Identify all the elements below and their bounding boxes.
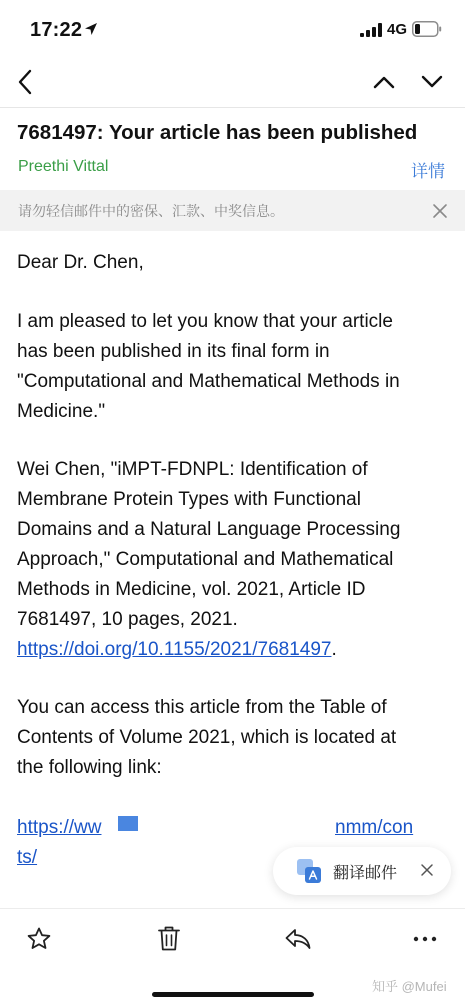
paragraph-citation	[17, 455, 400, 665]
home-indicator[interactable]	[152, 992, 314, 997]
body-line: Medicine."	[17, 401, 106, 422]
body-line: has been published in its final form in	[17, 341, 330, 362]
more-icon[interactable]	[412, 930, 438, 948]
details-link[interactable]: 详情	[411, 162, 445, 181]
next-email-chevron-down-icon[interactable]	[418, 68, 446, 96]
body-line: "Computational and Mathematical Methods in	[17, 371, 400, 392]
battery-icon	[412, 21, 442, 37]
location-arrow-icon	[84, 22, 98, 36]
close-banner-icon[interactable]	[431, 202, 449, 220]
body-line: Contents of Volume 2021, which is located at	[17, 727, 397, 748]
translate-icon	[296, 858, 322, 884]
doi-link[interactable]: https://doi.org/10.1155/2021/7681497	[17, 639, 332, 660]
back-chevron-icon[interactable]	[12, 66, 40, 98]
star-icon[interactable]	[26, 926, 52, 952]
body-line: Wei Chen, "iMPT-FDNPL: Identification of	[17, 459, 368, 480]
trash-icon[interactable]	[157, 925, 181, 952]
previous-email-chevron-up-icon[interactable]	[370, 68, 398, 96]
status-time: 17:22	[30, 19, 83, 41]
body-line: the following link:	[17, 757, 162, 778]
body-line: Approach," Computational and Mathematical	[17, 549, 394, 570]
paragraph-access	[17, 693, 396, 783]
redaction-mark	[118, 816, 138, 831]
paragraph-intro	[17, 307, 400, 427]
security-warning-text: 请勿轻信邮件中的密保、汇款、中奖信息。	[18, 203, 284, 219]
body-line: Methods in Medicine, vol. 2021, Article ID	[17, 579, 366, 600]
toolbar-divider	[0, 908, 465, 909]
email-subject: 7681497: Your article has been published	[17, 121, 418, 144]
body-line: Domains and a Natural Language Processing	[17, 519, 401, 540]
reply-icon[interactable]	[284, 926, 312, 952]
toc-link-start[interactable]: https://ww	[17, 817, 102, 838]
watermark: 知乎 @Mufei	[372, 979, 447, 994]
close-translate-icon[interactable]	[420, 863, 434, 877]
body-line: I am pleased to let you know that your article	[17, 311, 393, 332]
body-line: Membrane Protein Types with Functional	[17, 489, 361, 510]
nav-divider	[0, 107, 465, 108]
body-line: You can access this article from the Table of	[17, 697, 387, 718]
doi-line	[17, 635, 400, 665]
cellular-signal-icon	[360, 23, 382, 37]
sender-name[interactable]: Preethi Vittal	[18, 158, 109, 175]
doi-suffix: .	[331, 639, 337, 660]
status-bar	[0, 0, 465, 56]
toc-link-line2[interactable]: ts/	[17, 847, 38, 868]
body-line: 7681497, 10 pages, 2021.	[17, 609, 238, 630]
network-type: 4G	[387, 21, 408, 38]
greeting: Dear Dr. Chen,	[17, 252, 144, 273]
toc-link-end[interactable]: nmm/con	[335, 817, 414, 838]
translate-email-label[interactable]: 翻译邮件	[333, 865, 398, 882]
